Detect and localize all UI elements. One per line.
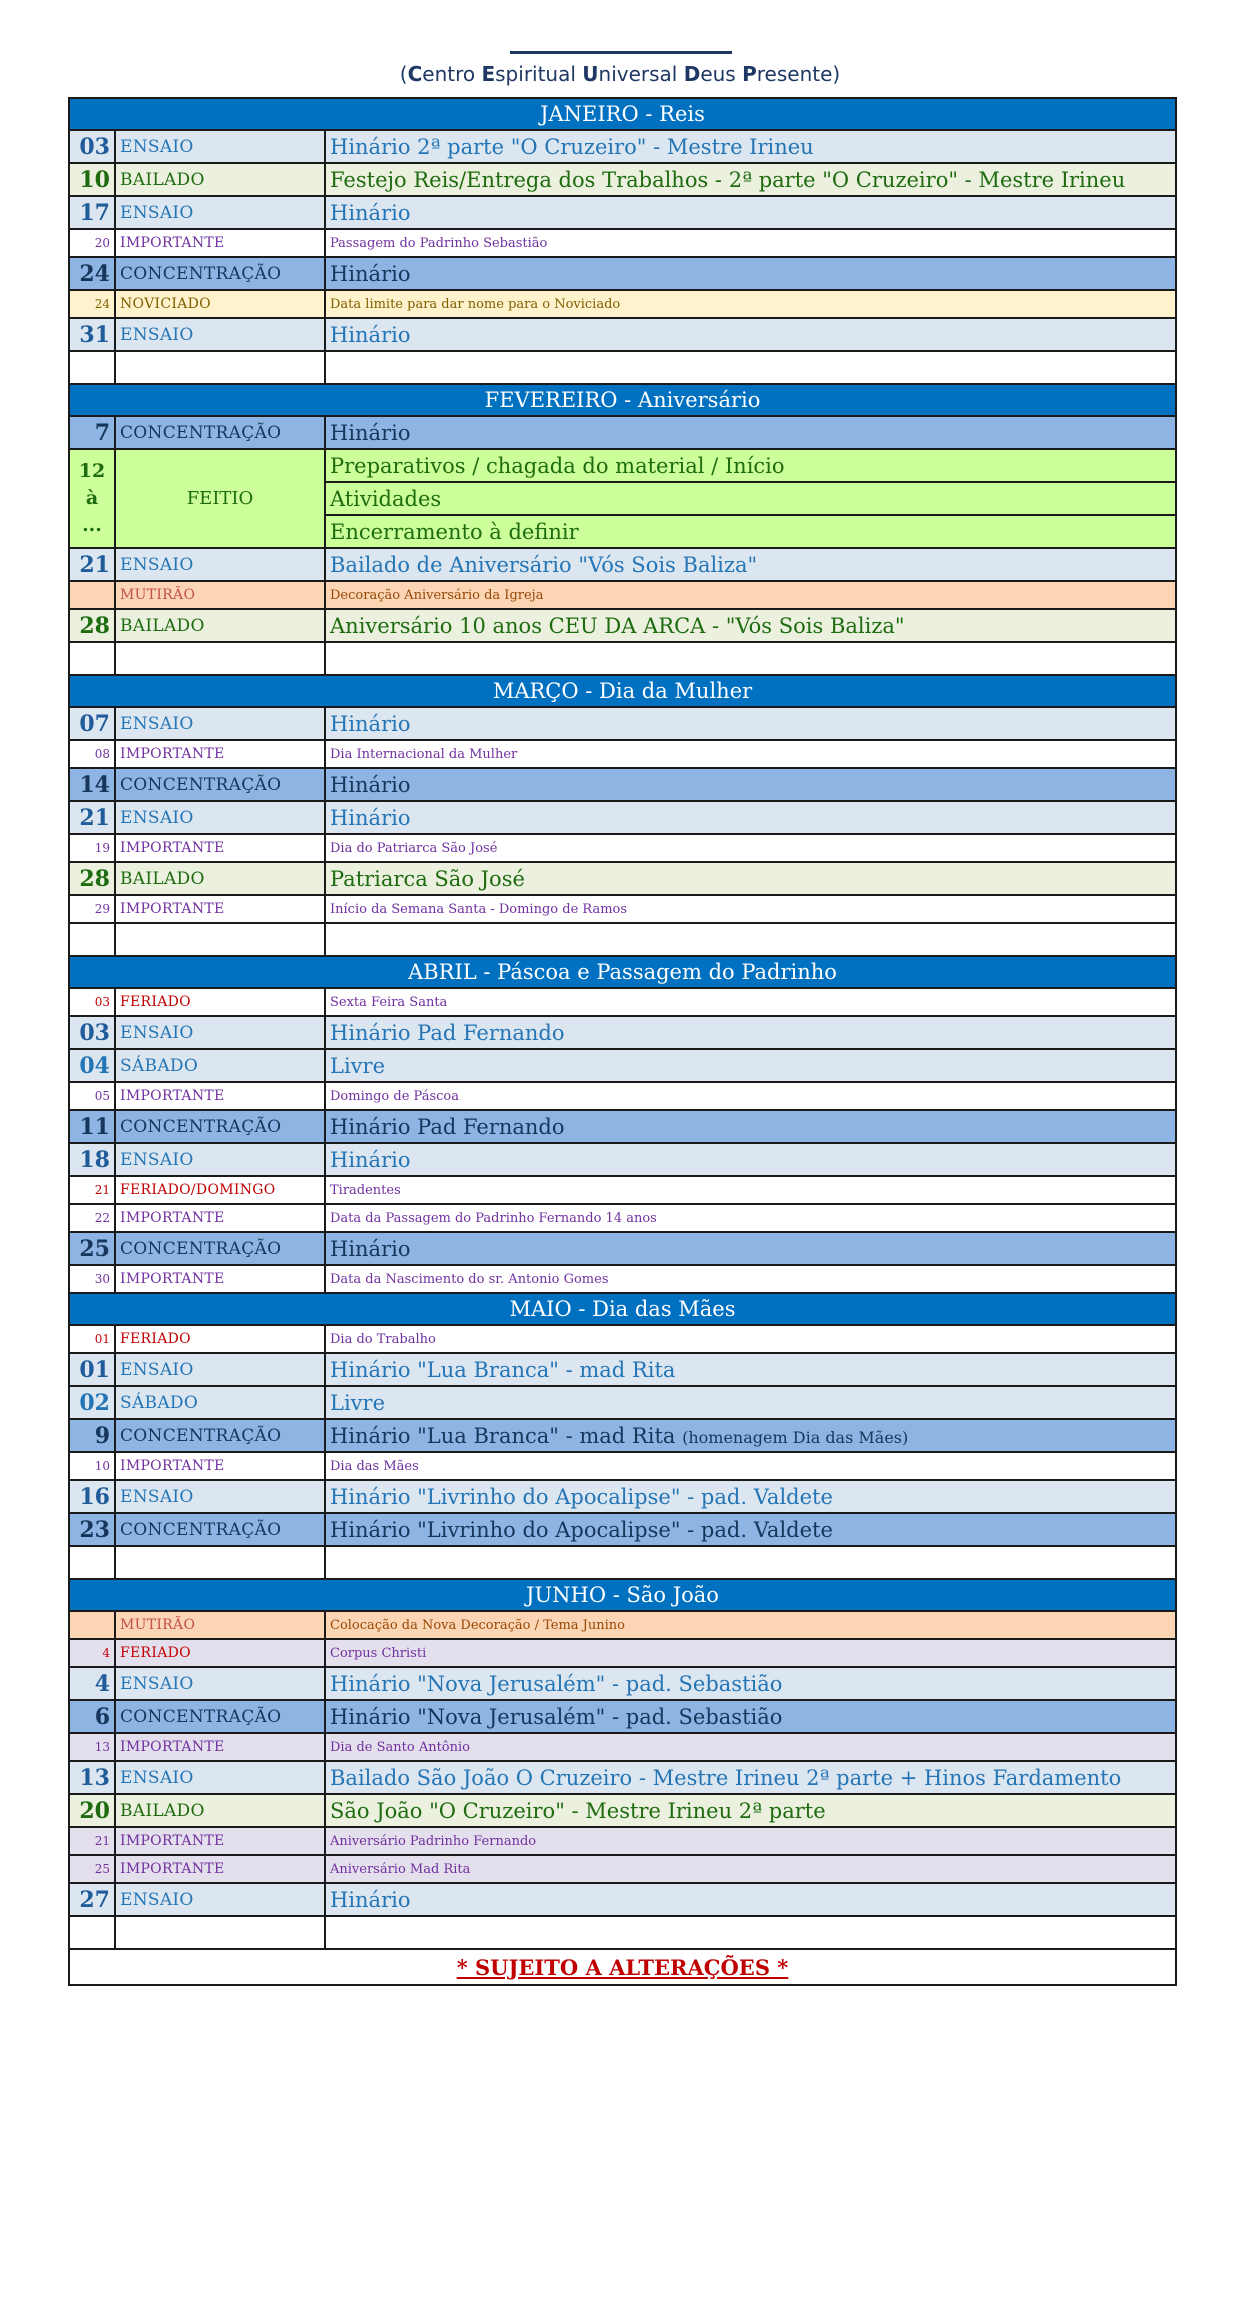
event-description: Dia Internacional da Mulher [325,740,1176,768]
month-title: MAIO - Dia das Mães [69,1293,1176,1325]
event-type: CONCENTRAÇÃO [115,257,325,290]
event-row [69,1733,1176,1761]
event-day: 27 [69,1883,115,1916]
event-day: 19 [69,834,115,862]
event-type: CONCENTRAÇÃO [115,768,325,801]
event-note: (homenagem Dia das Mães) [682,1427,909,1447]
event-description: Dia de Santo Antônio [325,1733,1176,1761]
event-description: Data da Nascimento do sr. Antonio Gomes [325,1265,1176,1293]
event-description: Dia das Mães [325,1452,1176,1480]
event-day: 28 [69,609,115,642]
event-day: 10 [69,163,115,196]
event-type: CONCENTRAÇÃO [115,1232,325,1265]
footer-row [69,1949,1176,1985]
event-type: ENSAIO [115,1480,325,1513]
event-description: Hinário Pad Fernando [325,1016,1176,1049]
event-type: ENSAIO [115,1883,325,1916]
event-type: ENSAIO [115,318,325,351]
event-description: Hinário "Livrinho do Apocalipse" - pad. Valdete [325,1480,1176,1513]
footer-cell [69,1949,1176,1985]
event-day: 03 [69,988,115,1016]
event-description: Data limite para dar nome para o Noviciado [325,290,1176,318]
event-row [69,1667,1176,1700]
month-title: MARÇO - Dia da Mulher [69,675,1176,707]
event-day: 7 [69,416,115,449]
event-description: Decoração Aniversário da Igreja [325,581,1176,609]
event-type: IMPORTANTE [115,1265,325,1293]
feitio-activity: Encerramento à definir [325,515,1176,548]
event-description: Sexta Feira Santa [325,988,1176,1016]
event-day: 17 [69,196,115,229]
event-day: 10 [69,1452,115,1480]
event-type: BAILADO [115,163,325,196]
event-row [69,834,1176,862]
event-row [69,1265,1176,1293]
event-description: Hinário [325,416,1176,449]
event-description: Data da Passagem do Padrinho Fernando 14 anos [325,1204,1176,1232]
month-title: JUNHO - São João [69,1579,1176,1611]
event-type: IMPORTANTE [115,1204,325,1232]
event-type: SÁBADO [115,1049,325,1082]
event-row [69,1204,1176,1232]
event-type: IMPORTANTE [115,834,325,862]
event-type: CONCENTRAÇÃO [115,416,325,449]
event-row [69,1325,1176,1353]
event-day: 13 [69,1733,115,1761]
event-type: FERIADO/DOMINGO [115,1176,325,1204]
event-row [69,1883,1176,1916]
event-description: Hinário [325,1883,1176,1916]
event-description: Passagem do Padrinho Sebastião [325,229,1176,257]
event-day: 03 [69,130,115,163]
event-type: ENSAIO [115,548,325,581]
event-day: 25 [69,1232,115,1265]
event-day: 03 [69,1016,115,1049]
event-type: ENSAIO [115,707,325,740]
event-type: FERIADO [115,988,325,1016]
event-type: MUTIRÃO [115,1611,325,1639]
event-day: 21 [69,548,115,581]
event-type: FERIADO [115,1325,325,1353]
event-row [69,1353,1176,1386]
event-day: 07 [69,707,115,740]
event-description: Hinário [325,318,1176,351]
event-type: IMPORTANTE [115,1855,325,1883]
event-row [69,196,1176,229]
event-row [69,1794,1176,1827]
spacer-row [69,923,1176,956]
event-row [69,609,1176,642]
event-row [69,416,1176,449]
event-row [69,1513,1176,1546]
event-day: 04 [69,1049,115,1082]
event-day: 22 [69,1204,115,1232]
event-row [69,1419,1176,1452]
month-title: ABRIL - Páscoa e Passagem do Padrinho [69,956,1176,988]
event-type: CONCENTRAÇÃO [115,1700,325,1733]
event-day: 24 [69,257,115,290]
event-row [69,988,1176,1016]
event-day: 4 [69,1667,115,1700]
event-description: Aniversário 10 anos CEU DA ARCA - "Vós Sois Baliza" [325,609,1176,642]
event-type: ENSAIO [115,1761,325,1794]
event-type: IMPORTANTE [115,740,325,768]
event-day: 01 [69,1325,115,1353]
page-subtitle: (Centro Espiritual Universal Deus Presente) [399,62,841,86]
month-header [69,98,1176,130]
event-description: Hinário 2ª parte "O Cruzeiro" - Mestre Irineu [325,130,1176,163]
event-day: 31 [69,318,115,351]
event-day: 01 [69,1353,115,1386]
event-description: Hinário Pad Fernando [325,1110,1176,1143]
event-description: Colocação da Nova Decoração / Tema Junino [325,1611,1176,1639]
event-day [69,1611,115,1639]
event-description: Hinário [325,1143,1176,1176]
event-row [69,1855,1176,1883]
event-day: 13 [69,1761,115,1794]
event-row [69,257,1176,290]
event-row [69,801,1176,834]
event-row [69,1761,1176,1794]
event-row [69,1611,1176,1639]
event-description: Hinário [325,768,1176,801]
event-row [69,1049,1176,1082]
event-description: Hinário [325,707,1176,740]
event-row [69,1480,1176,1513]
event-description: Aniversário Mad Rita [325,1855,1176,1883]
event-row [69,229,1176,257]
event-type: CONCENTRAÇÃO [115,1110,325,1143]
event-row [69,1452,1176,1480]
event-row [69,1232,1176,1265]
event-type: ENSAIO [115,1016,325,1049]
event-row [69,1082,1176,1110]
feitio-days: 12 à ... [69,449,115,548]
month-header [69,956,1176,988]
event-day: 6 [69,1700,115,1733]
event-description: Hinário [325,1232,1176,1265]
feitio-activity: Atividades [325,482,1176,515]
feitio-label: FEITIO [115,449,325,548]
event-type: CONCENTRAÇÃO [115,1419,325,1452]
event-day: 11 [69,1110,115,1143]
event-row [69,1110,1176,1143]
event-type: ENSAIO [115,801,325,834]
event-type: IMPORTANTE [115,1827,325,1855]
event-day: 20 [69,1794,115,1827]
event-row [69,130,1176,163]
spacer-row [69,1546,1176,1579]
event-row [69,768,1176,801]
event-row [69,581,1176,609]
event-description: Dia do Trabalho [325,1325,1176,1353]
event-type: IMPORTANTE [115,895,325,923]
event-description: Início da Semana Santa - Domingo de Ramos [325,895,1176,923]
event-description: Domingo de Páscoa [325,1082,1176,1110]
event-type: ENSAIO [115,130,325,163]
spacer-row [69,1916,1176,1949]
event-type: BAILADO [115,1794,325,1827]
event-description: Aniversário Padrinho Fernando [325,1827,1176,1855]
month-header [69,1579,1176,1611]
event-row [69,290,1176,318]
event-type: IMPORTANTE [115,1452,325,1480]
event-description: Hinário "Lua Branca" - mad Rita (homenagem Dia das Mães) [325,1419,1176,1452]
event-type: BAILADO [115,609,325,642]
event-day: 24 [69,290,115,318]
subject-to-change-note: * SUJEITO A ALTERAÇÕES * [456,1954,789,1980]
event-type: ENSAIO [115,1353,325,1386]
event-type: IMPORTANTE [115,1733,325,1761]
event-type: CONCENTRAÇÃO [115,1513,325,1546]
event-description: Bailado de Aniversário "Vós Sois Baliza" [325,548,1176,581]
event-type: IMPORTANTE [115,1082,325,1110]
event-day: 21 [69,1176,115,1204]
event-description: Livre [325,1386,1176,1419]
event-type: SÁBADO [115,1386,325,1419]
event-day: 02 [69,1386,115,1419]
event-day: 23 [69,1513,115,1546]
calendar-table [68,97,1177,1986]
event-description: Hinário "Lua Branca" - mad Rita [325,1353,1176,1386]
event-row [69,1700,1176,1733]
event-day: 9 [69,1419,115,1452]
event-row [69,740,1176,768]
event-row [69,163,1176,196]
event-description: Livre [325,1049,1176,1082]
event-description: Hinário "Livrinho do Apocalipse" - pad. Valdete [325,1513,1176,1546]
event-row [69,707,1176,740]
header-rule [510,51,732,54]
event-row [69,1386,1176,1419]
event-description: Hinário [325,257,1176,290]
event-day: 20 [69,229,115,257]
event-day [69,581,115,609]
event-type: MUTIRÃO [115,581,325,609]
event-day: 4 [69,1639,115,1667]
month-header [69,675,1176,707]
event-row [69,1639,1176,1667]
event-description: Dia do Patriarca São José [325,834,1176,862]
event-description: Hinário [325,801,1176,834]
event-row [69,1827,1176,1855]
event-type: IMPORTANTE [115,229,325,257]
month-title: FEVEREIRO - Aniversário [69,384,1176,416]
event-day: 21 [69,1827,115,1855]
event-row [69,1016,1176,1049]
event-type: BAILADO [115,862,325,895]
event-description: Corpus Christi [325,1639,1176,1667]
event-description: Patriarca São José [325,862,1176,895]
event-row [69,862,1176,895]
event-row [69,1143,1176,1176]
month-header [69,384,1176,416]
event-day: 14 [69,768,115,801]
event-day: 28 [69,862,115,895]
spacer-row [69,642,1176,675]
event-row [69,318,1176,351]
feitio-row [69,449,1176,482]
event-row [69,1176,1176,1204]
event-type: ENSAIO [115,1143,325,1176]
event-day: 29 [69,895,115,923]
spacer-row [69,351,1176,384]
event-day: 21 [69,801,115,834]
event-row [69,548,1176,581]
event-row [69,895,1176,923]
event-description: Hinário "Nova Jerusalém" - pad. Sebastião [325,1700,1176,1733]
event-day: 18 [69,1143,115,1176]
event-type: ENSAIO [115,196,325,229]
event-day: 08 [69,740,115,768]
event-type: FERIADO [115,1639,325,1667]
event-day: 30 [69,1265,115,1293]
month-header [69,1293,1176,1325]
event-day: 05 [69,1082,115,1110]
event-day: 25 [69,1855,115,1883]
event-day: 16 [69,1480,115,1513]
event-description: Tiradentes [325,1176,1176,1204]
event-description: Festejo Reis/Entrega dos Trabalhos - 2ª parte "O Cruzeiro" - Mestre Irineu [325,163,1176,196]
event-description: São João "O Cruzeiro" - Mestre Irineu 2ª parte [325,1794,1176,1827]
event-type: NOVICIADO [115,290,325,318]
event-description: Hinário "Nova Jerusalém" - pad. Sebastião [325,1667,1176,1700]
feitio-activity: Preparativos / chagada do material / Início [325,449,1176,482]
event-description: Hinário [325,196,1176,229]
event-description: Bailado São João O Cruzeiro - Mestre Irineu 2ª parte + Hinos Fardamento [325,1761,1176,1794]
event-type: ENSAIO [115,1667,325,1700]
month-title: JANEIRO - Reis [69,98,1176,130]
